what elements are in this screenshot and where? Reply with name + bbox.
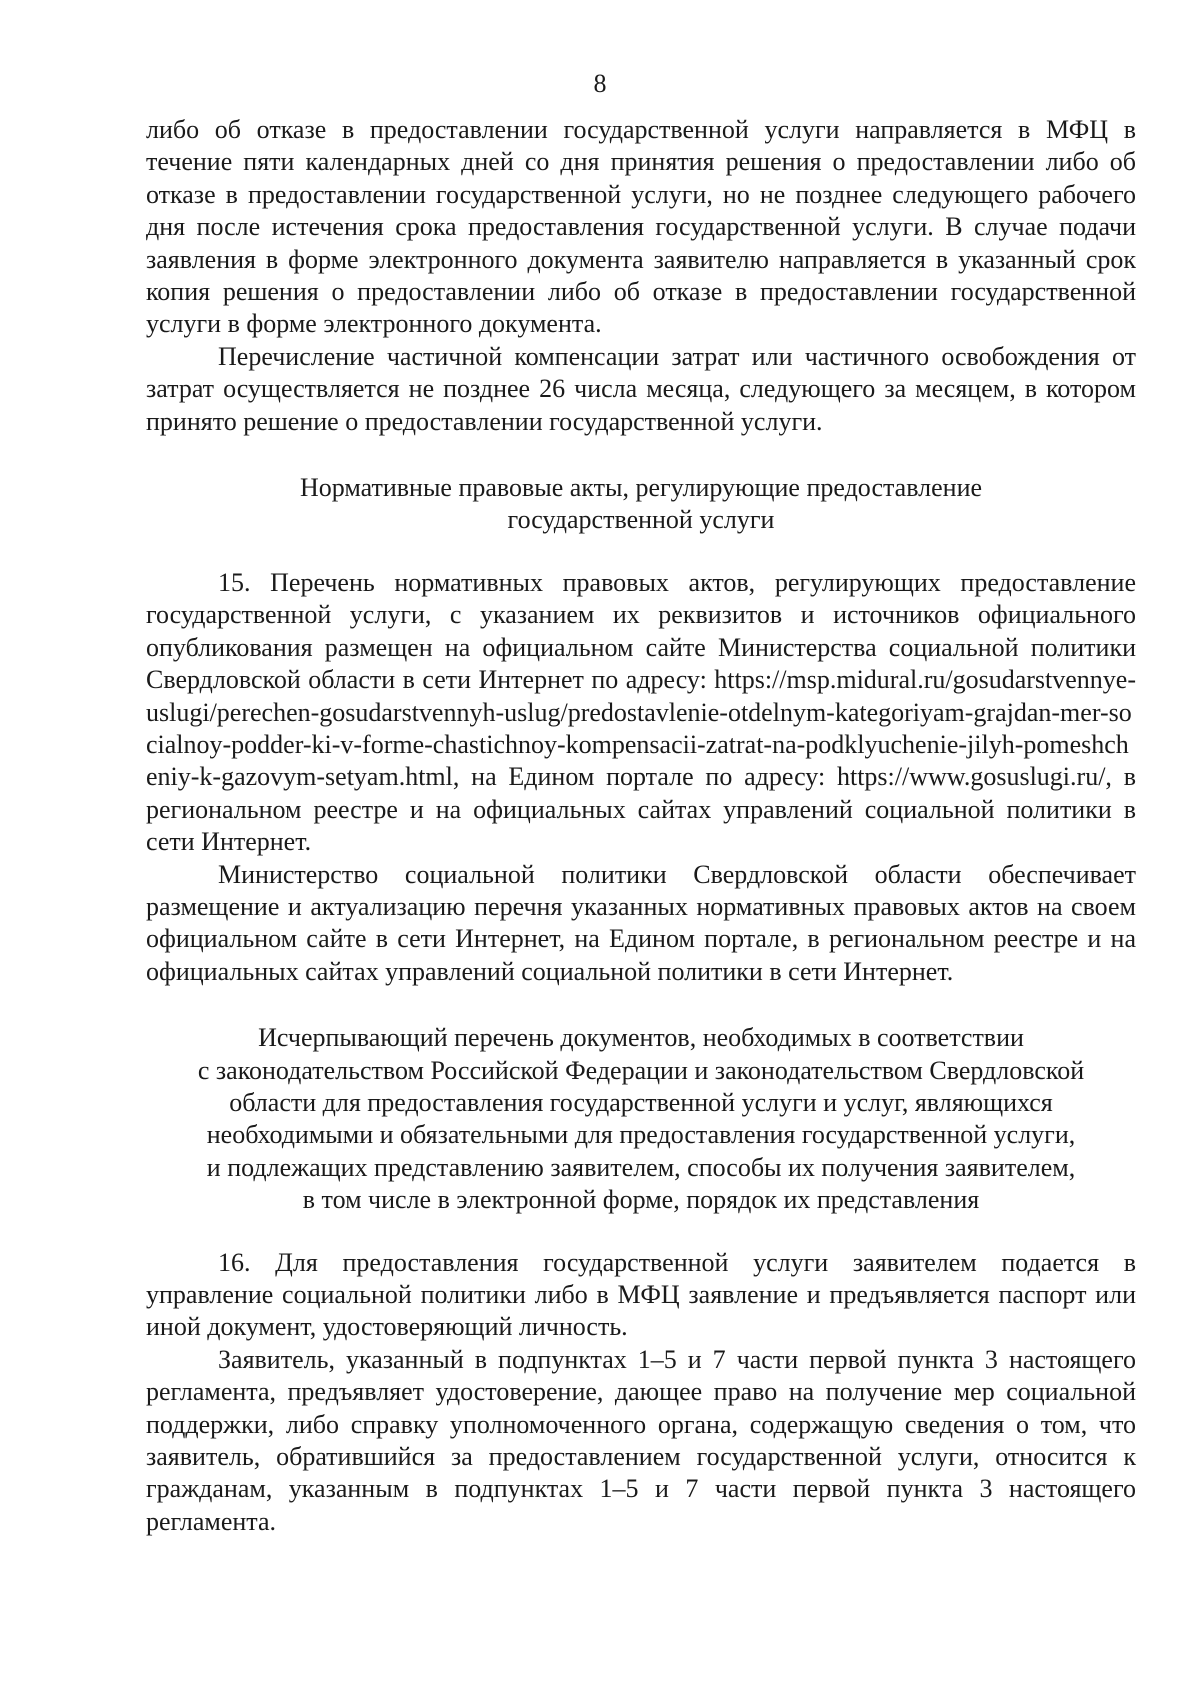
heading-line: в том числе в электронной форме, порядок их представления: [302, 1185, 980, 1215]
heading-line: Нормативные правовые акты, регулирующие предоставление: [299, 473, 983, 503]
heading-line: Исчерпывающий перечень документов, необходимых в соответствии: [258, 1023, 1024, 1053]
paragraph-compensation-transfer: Перечисление частичной компенсации затрат или частичного освобождения от затрат осуществляется не позднее 26 числа месяца, следующего за месяцем, в котором принято решение о предоставлении государственной услуги.: [146, 341, 1136, 436]
paragraph-ministry-publication: Министерство социальной политики Свердловской области обеспечивает размещение и актуализацию перечня указанных нормативных правовых актов на своем официальном сайте в сети Интернет, на Едином портале, в региональном реестре и на официальных сайтах управлений социальной политики в сети Интернет.: [146, 859, 1136, 986]
heading-line: необходимыми и обязательными для предоставления государственной услуги,: [206, 1120, 1076, 1150]
section-heading-normative-acts: [146, 472, 1136, 537]
ministry-website-link: https://msp.midural.ru/gosudarstvennye-uslugi/perechen-gosudarstvennyh-uslug/predostavlenie-otdelnym-kategoriyam-grajdan-mer-socialnoy-podder-ki-v-forme-chastichnoy-kompensacii-zatrat-na-podklyuchenie-jilyh-pomeshcheniy-k-gazovym-setyam.html,: [146, 665, 1136, 792]
paragraph-continuation: либо об отказе в предоставлении государственной услуги направляется в МФЦ в течение пяти календарных дней со дня принятия решения о предоставлении либо об отказе в предоставлении государственной услуги, но не позднее следующего рабочего дня после истечения срока предоставления государственной услуги. В случае подачи заявления в форме электронного документа заявителю направляется в указанный срок копия решения о предоставлении либо об отказе в предоставлении государственной услуги в форме электронного документа.: [146, 115, 1136, 339]
section-heading-documents-list: [146, 1022, 1136, 1216]
page-number: 8: [593, 69, 607, 98]
section-spacer: [146, 537, 1136, 567]
heading-line: с законодательством Российской Федерации и законодательством Свердловской: [197, 1055, 1085, 1085]
heading-line: области для предоставления государственной услуги и услуг, являющихся: [229, 1087, 1053, 1117]
paragraph-15-text-end: на Едином портале по адресу: https://www.gosuslugi.ru/, в региональном реестре и на официальных сайтах управлений социальной политики в сети Интернет.: [146, 762, 1136, 857]
paragraph-applicant-documents: Заявитель, указанный в подпунктах 1–5 и 7 части первой пункта 3 настоящего регламента, предъявляет удостоверение, дающее право на получение мер социальной поддержки, либо справку уполномоченного органа, содержащую сведения о том, что заявитель, обратившийся за предоставлением государственной услуги, относится к гражданам, указанным в подпунктах 1–5 и 7 части первой пункта 3 настоящего регламента.: [146, 1344, 1136, 1536]
section-spacer: [146, 988, 1136, 1022]
paragraph-15: [146, 567, 1136, 859]
section-spacer: [146, 438, 1136, 472]
heading-line: государственной услуги: [507, 505, 775, 535]
section-spacer: [146, 1217, 1136, 1247]
heading-line: и подлежащих представлению заявителем, способы их получения заявителем,: [206, 1152, 1076, 1182]
paragraph-16: 16. Для предоставления государственной услуги заявителем подается в управление социальной политики либо в МФЦ заявление и предъявляется паспорт или иной документ, удостоверяющий личность.: [146, 1247, 1136, 1342]
paragraph-15-text: 15. Перечень нормативных правовых актов, регулирующих предоставление государственной услуги, с указанием их реквизитов и источников официального опубликования размещен на официальном сайте Министерства социальной политики Свердловской области в сети Интернет по адресу:: [146, 567, 1136, 695]
document-body: [146, 114, 1136, 1538]
